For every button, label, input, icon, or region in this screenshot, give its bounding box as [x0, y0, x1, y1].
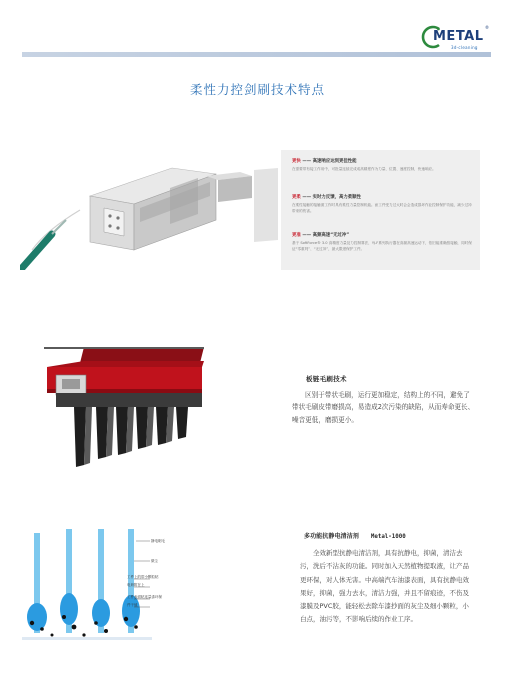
- feature-3-red: 更准: [292, 233, 301, 238]
- brush-section-body: 区别于带状毛刷，运行更加稳定，结构上的不同，避免了带状毛刷皮带磨损高，易造成2次污染的缺陷，从而寿命更长、噪音更低，磨损更小。: [292, 391, 475, 424]
- feature-2-red: 更柔: [292, 195, 301, 200]
- feature-2-title: [292, 194, 361, 200]
- logo-tagline: 3d-cleaning: [451, 45, 478, 50]
- diagram-label-3: 工件上的带小颗粒粘: [127, 575, 159, 579]
- antistatic-diagram: [22, 527, 182, 642]
- brush-section-title: 板链毛刷技术: [306, 375, 347, 383]
- cleaner-section-body: 全效新型抗静电清洁剂，具有抗静电，抑菌，清洁去污，洗后不沾灰的功能。同时加入天然植物提取液，让产品更环保，对人体无害。中高端汽车油漆表面，具有抗静电效果好，抑菌，强力去水，清洁力强，并且不留痕迹，不伤及漆膜及PVC胶，能轻松去除车漆抄面的灰尘及细小颗粒，小白点，油污等，不影响后续的作业工序。: [300, 549, 469, 624]
- cleaner-product-code: Metal-1000: [370, 534, 406, 540]
- diagram-label-2: 微尘: [151, 559, 158, 563]
- header-bar: [22, 52, 491, 57]
- feature-2-body: 在柔性接触的接触面工作时具有柔性力量控制机能。而工件受力过大时会会造成损坏作业控制保护功能，减少过冲带来的伤害。: [292, 203, 472, 213]
- feature-3-rest: —— 高频高速“无过冲”: [302, 233, 350, 238]
- cleaner-section-title: [304, 531, 406, 540]
- actuator-image: [20, 150, 278, 270]
- feature-1-rest: —— 高速响应达到更佳性能: [302, 159, 357, 164]
- diagram-label-6: 件干值: [127, 603, 138, 607]
- feature-3-body: 基于 SoftForce® 3.0 高精度力量及力控制算法，YJ-F系列执行器在高频高速运动下，依旧能准确按接触，同时保证“零重判”、“无过冲”，最大限度保护工件。: [292, 241, 472, 251]
- logo-brand: METAL: [433, 29, 484, 44]
- feature-2-rest: —— 实时力反馈，高力柔顺性: [302, 195, 361, 200]
- metal-logo: [421, 23, 489, 53]
- feature-1-red: 更快: [292, 159, 301, 164]
- feature-panel: [281, 150, 480, 270]
- page-title: 柔性力控剑刷技术特点: [189, 82, 325, 97]
- diagram-label-5: 工件表面粘连量漆环保: [127, 595, 162, 599]
- logo-registered: ®: [485, 25, 489, 30]
- brush-chain-image: [44, 345, 204, 470]
- feature-3-title: [292, 232, 349, 238]
- diagram-label-1: 静电刷毛: [151, 539, 165, 543]
- feature-1-title: [292, 158, 357, 164]
- cleaner-title-text: 多功能抗静电清洁剂: [304, 533, 359, 540]
- diagram-label-4: 电荷附在上: [127, 583, 145, 587]
- feature-1-body: 在需要带有接工作用中，可批量连续完成成高精度作为力量、位置、速度控制，快速响应。: [292, 167, 436, 171]
